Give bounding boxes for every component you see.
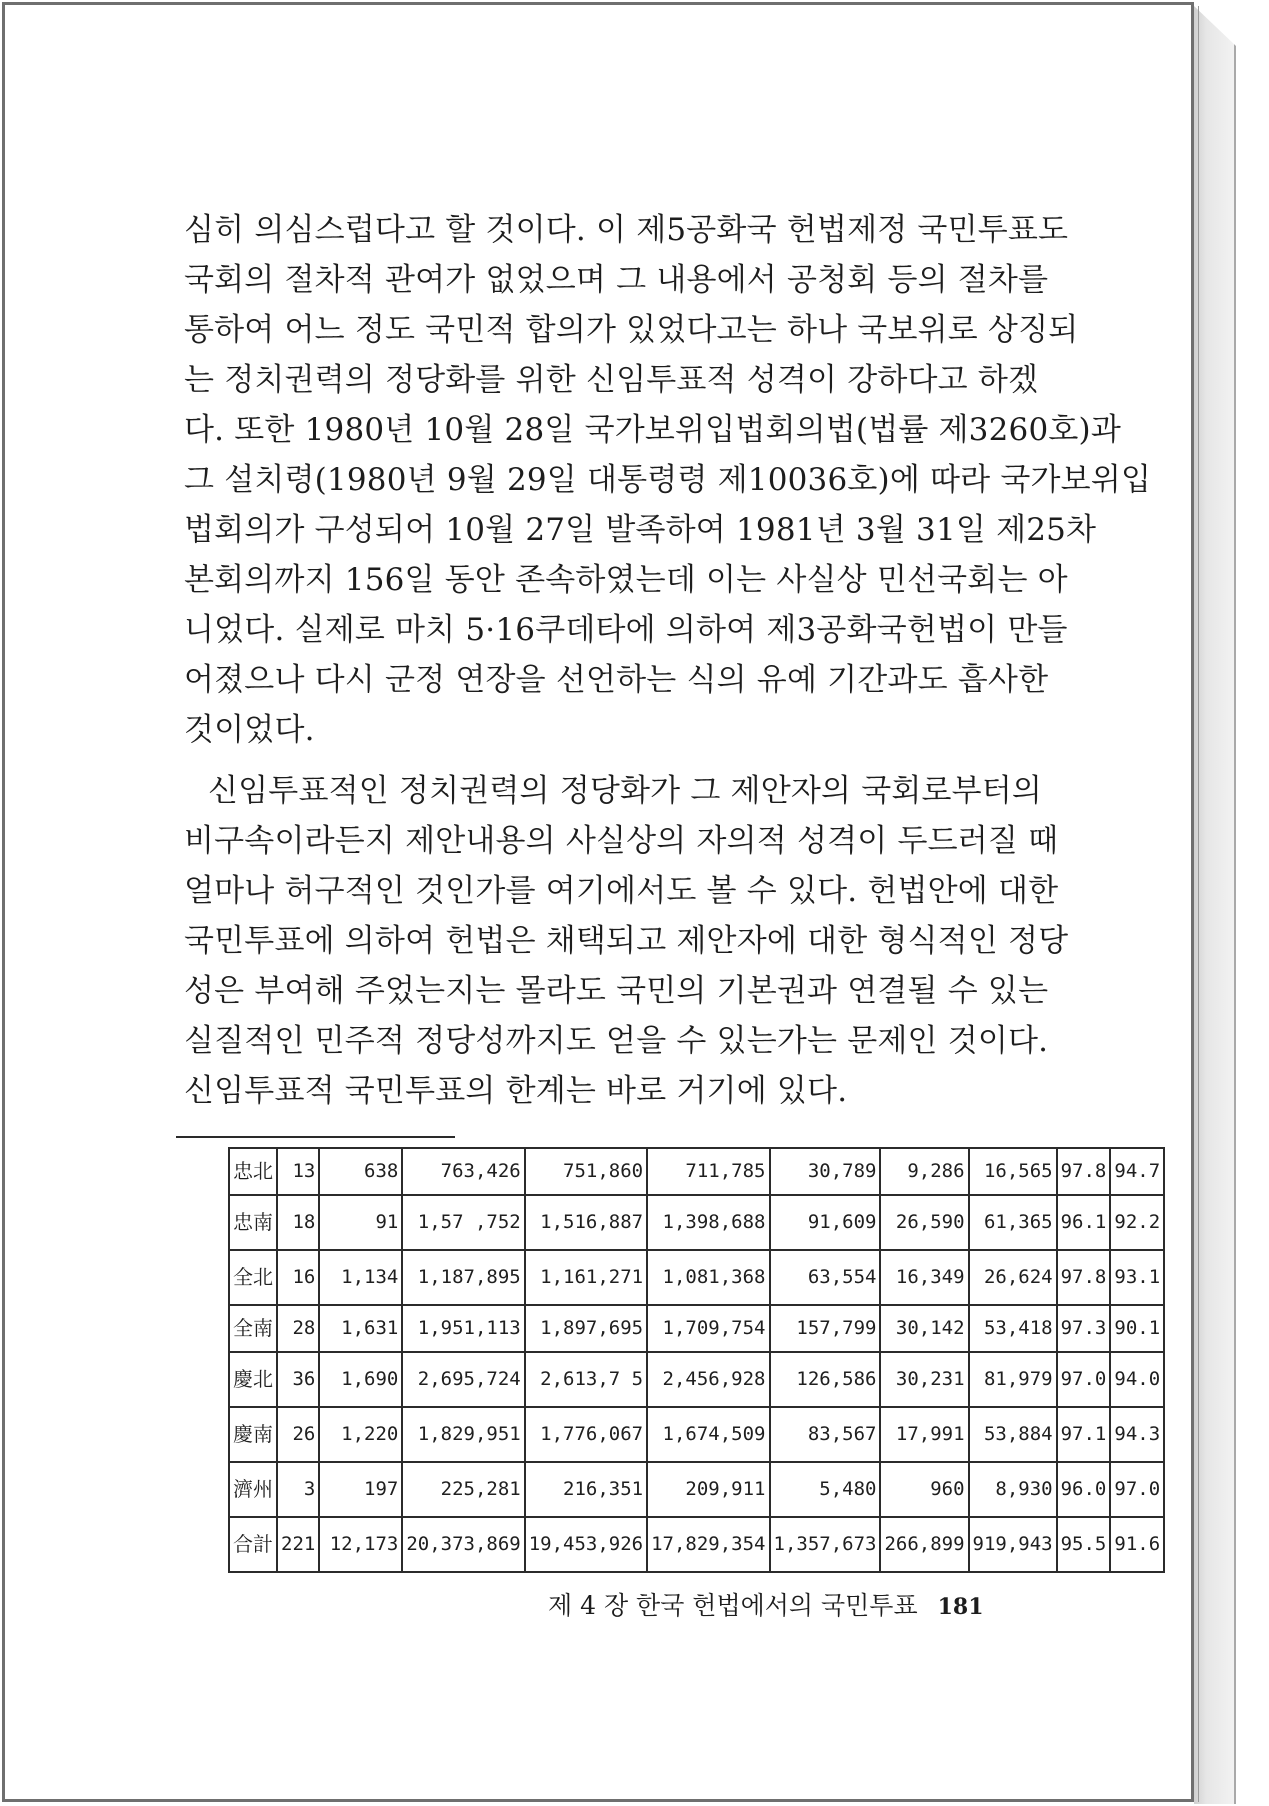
table-cell: 1,709,754 bbox=[647, 1305, 769, 1352]
table-cell: 90.1 bbox=[1110, 1305, 1164, 1352]
table-cell: 93.1 bbox=[1110, 1250, 1164, 1305]
region-cell: 忠北 bbox=[229, 1148, 277, 1195]
text-line: 신임투표적인 정치권력의 정당화가 그 제안자의 국회로부터의 bbox=[208, 773, 1043, 809]
table-cell: 1,516,887 bbox=[525, 1195, 647, 1250]
region-cell: 全北 bbox=[229, 1250, 277, 1305]
table-cell: 5,480 bbox=[770, 1462, 881, 1517]
table-cell: 266,899 bbox=[880, 1517, 968, 1572]
text-line: 그 설치령(1980년 9월 29일 대통령령 제10036호)에 따라 국가보위입 bbox=[184, 462, 1152, 498]
table-cell: 30,142 bbox=[880, 1305, 968, 1352]
text-line: 것이었다. bbox=[184, 712, 315, 748]
page-edge-shadow bbox=[1194, 6, 1236, 1804]
table-cell: 26,624 bbox=[969, 1250, 1057, 1305]
table-cell: 36 bbox=[277, 1352, 319, 1407]
table-row bbox=[229, 1148, 1164, 1195]
table-row bbox=[229, 1250, 1164, 1305]
table-cell: 1,776,067 bbox=[525, 1407, 647, 1462]
text-line: 성은 부여해 주었는지는 몰라도 국민의 기본권과 연결될 수 있는 bbox=[184, 973, 1049, 1009]
region-cell: 全南 bbox=[229, 1305, 277, 1352]
table-cell: 19,453,926 bbox=[525, 1517, 647, 1572]
table-row bbox=[229, 1517, 1164, 1572]
table-cell: 30,789 bbox=[770, 1148, 881, 1195]
table-cell: 97.3 bbox=[1057, 1305, 1111, 1352]
table-cell: 83,567 bbox=[770, 1407, 881, 1462]
text-line: 신임투표적 국민투표의 한계는 바로 거기에 있다. bbox=[184, 1073, 848, 1109]
table-row bbox=[229, 1195, 1164, 1250]
table-cell: 26 bbox=[277, 1407, 319, 1462]
table-cell: 20,373,869 bbox=[402, 1517, 524, 1572]
table-cell: 92.2 bbox=[1110, 1195, 1164, 1250]
region-cell: 忠南 bbox=[229, 1195, 277, 1250]
paragraph-1 bbox=[184, 205, 1152, 755]
table-cell: 91.6 bbox=[1110, 1517, 1164, 1572]
table-cell: 2,613,7 5 bbox=[525, 1352, 647, 1407]
table-cell: 18 bbox=[277, 1195, 319, 1250]
table-cell: 919,943 bbox=[969, 1517, 1057, 1572]
table-cell: 95.5 bbox=[1057, 1517, 1111, 1572]
table-cell: 763,426 bbox=[402, 1148, 524, 1195]
chapter-title: 제 4 장 한국 헌법에서의 국민투표 bbox=[548, 1591, 918, 1620]
table-cell: 53,884 bbox=[969, 1407, 1057, 1462]
text-line: 니었다. 실제로 마치 5·16쿠데타에 의하여 제3공화국헌법이 만들 bbox=[184, 612, 1068, 648]
table-cell: 1,081,368 bbox=[647, 1250, 769, 1305]
text-line: 통하여 어느 정도 국민적 합의가 있었다고는 하나 국보위로 상징되 bbox=[184, 312, 1079, 348]
region-cell: 慶南 bbox=[229, 1407, 277, 1462]
table-cell: 61,365 bbox=[969, 1195, 1057, 1250]
text-line: 실질적인 민주적 정당성까지도 얻을 수 있는가는 문제인 것이다. bbox=[184, 1023, 1049, 1059]
text-line: 다. 또한 1980년 10월 28일 국가보위입법회의법(법률 제3260호)과 bbox=[184, 412, 1121, 448]
table-cell: 97.0 bbox=[1057, 1352, 1111, 1407]
text-line: 법회의가 구성되어 10월 27일 발족하여 1981년 3월 31일 제25차 bbox=[184, 512, 1097, 548]
table-cell: 1,829,951 bbox=[402, 1407, 524, 1462]
table-cell: 1,57 ,752 bbox=[402, 1195, 524, 1250]
table-cell: 1,951,113 bbox=[402, 1305, 524, 1352]
text-line: 는 정치권력의 정당화를 위한 신임투표적 성격이 강하다고 하겠 bbox=[184, 362, 1039, 398]
table-cell: 1,690 bbox=[319, 1352, 402, 1407]
table-cell: 94.0 bbox=[1110, 1352, 1164, 1407]
table-cell: 209,911 bbox=[647, 1462, 769, 1517]
table-cell: 216,351 bbox=[525, 1462, 647, 1517]
text-line: 어졌으나 다시 군정 연장을 선언하는 식의 유예 기간과도 흡사한 bbox=[184, 662, 1049, 698]
text-line: 본회의까지 156일 동안 존속하였는데 이는 사실상 민선국회는 아 bbox=[184, 562, 1068, 598]
table-cell: 13 bbox=[277, 1148, 319, 1195]
text-line: 국민투표에 의하여 헌법은 채택되고 제안자에 대한 형식적인 정당 bbox=[184, 923, 1069, 959]
table-cell: 1,357,673 bbox=[770, 1517, 881, 1572]
table-cell: 30,231 bbox=[880, 1352, 968, 1407]
text-line: 국회의 절차적 관여가 없었으며 그 내용에서 공청회 등의 절차를 bbox=[184, 262, 1049, 298]
table-cell: 1,161,271 bbox=[525, 1250, 647, 1305]
table-cell: 3 bbox=[277, 1462, 319, 1517]
table-cell: 96.0 bbox=[1057, 1462, 1111, 1517]
page-edge-line bbox=[1198, 6, 1199, 1802]
table-cell: 1,220 bbox=[319, 1407, 402, 1462]
table-cell: 12,173 bbox=[319, 1517, 402, 1572]
table-cell: 8,930 bbox=[969, 1462, 1057, 1517]
running-footer bbox=[548, 1586, 984, 1622]
table-cell: 97.0 bbox=[1110, 1462, 1164, 1517]
table-row bbox=[229, 1462, 1164, 1517]
page-number: 181 bbox=[937, 1594, 984, 1620]
table-cell: 1,398,688 bbox=[647, 1195, 769, 1250]
table-cell: 91 bbox=[319, 1195, 402, 1250]
table-cell: 16,349 bbox=[880, 1250, 968, 1305]
table-cell: 126,586 bbox=[770, 1352, 881, 1407]
text-line: 얼마나 허구적인 것인가를 여기에서도 볼 수 있다. 헌법안에 대한 bbox=[184, 873, 1059, 909]
table-cell: 17,991 bbox=[880, 1407, 968, 1462]
table-row bbox=[229, 1305, 1164, 1352]
table-cell: 94.3 bbox=[1110, 1407, 1164, 1462]
region-cell: 合計 bbox=[229, 1517, 277, 1572]
footnote-rule bbox=[176, 1136, 455, 1138]
region-cell: 濟州 bbox=[229, 1462, 277, 1517]
table-cell: 26,590 bbox=[880, 1195, 968, 1250]
table-cell: 28 bbox=[277, 1305, 319, 1352]
table-cell: 17,829,354 bbox=[647, 1517, 769, 1572]
table-cell: 638 bbox=[319, 1148, 402, 1195]
table-cell: 197 bbox=[319, 1462, 402, 1517]
text-line: 심히 의심스럽다고 할 것이다. 이 제5공화국 헌법제정 국민투표도 bbox=[184, 212, 1069, 248]
body-text bbox=[184, 205, 1152, 1116]
table-cell: 1,631 bbox=[319, 1305, 402, 1352]
table-cell: 960 bbox=[880, 1462, 968, 1517]
table-cell: 16 bbox=[277, 1250, 319, 1305]
table-cell: 53,418 bbox=[969, 1305, 1057, 1352]
table-cell: 91,609 bbox=[770, 1195, 881, 1250]
table-cell: 711,785 bbox=[647, 1148, 769, 1195]
table-cell: 1,897,695 bbox=[525, 1305, 647, 1352]
table-cell: 97.8 bbox=[1057, 1148, 1111, 1195]
region-cell: 慶北 bbox=[229, 1352, 277, 1407]
text-line: 비구속이라든지 제안내용의 사실상의 자의적 성격이 두드러질 때 bbox=[184, 823, 1059, 859]
table-cell: 16,565 bbox=[969, 1148, 1057, 1195]
table-cell: 96.1 bbox=[1057, 1195, 1111, 1250]
table-cell: 63,554 bbox=[770, 1250, 881, 1305]
table-cell: 221 bbox=[277, 1517, 319, 1572]
table-row bbox=[229, 1352, 1164, 1407]
referendum-table bbox=[228, 1147, 1165, 1573]
table-cell: 9,286 bbox=[880, 1148, 968, 1195]
table-cell: 157,799 bbox=[770, 1305, 881, 1352]
table-cell: 1,674,509 bbox=[647, 1407, 769, 1462]
paragraph-2 bbox=[184, 766, 1069, 1116]
table-cell: 94.7 bbox=[1110, 1148, 1164, 1195]
table-cell: 1,187,895 bbox=[402, 1250, 524, 1305]
table-cell: 751,860 bbox=[525, 1148, 647, 1195]
table-cell: 1,134 bbox=[319, 1250, 402, 1305]
table-cell: 81,979 bbox=[969, 1352, 1057, 1407]
table-cell: 97.1 bbox=[1057, 1407, 1111, 1462]
table-cell: 97.8 bbox=[1057, 1250, 1111, 1305]
table-cell: 2,456,928 bbox=[647, 1352, 769, 1407]
table-cell: 2,695,724 bbox=[402, 1352, 524, 1407]
table-cell: 225,281 bbox=[402, 1462, 524, 1517]
table-row bbox=[229, 1407, 1164, 1462]
